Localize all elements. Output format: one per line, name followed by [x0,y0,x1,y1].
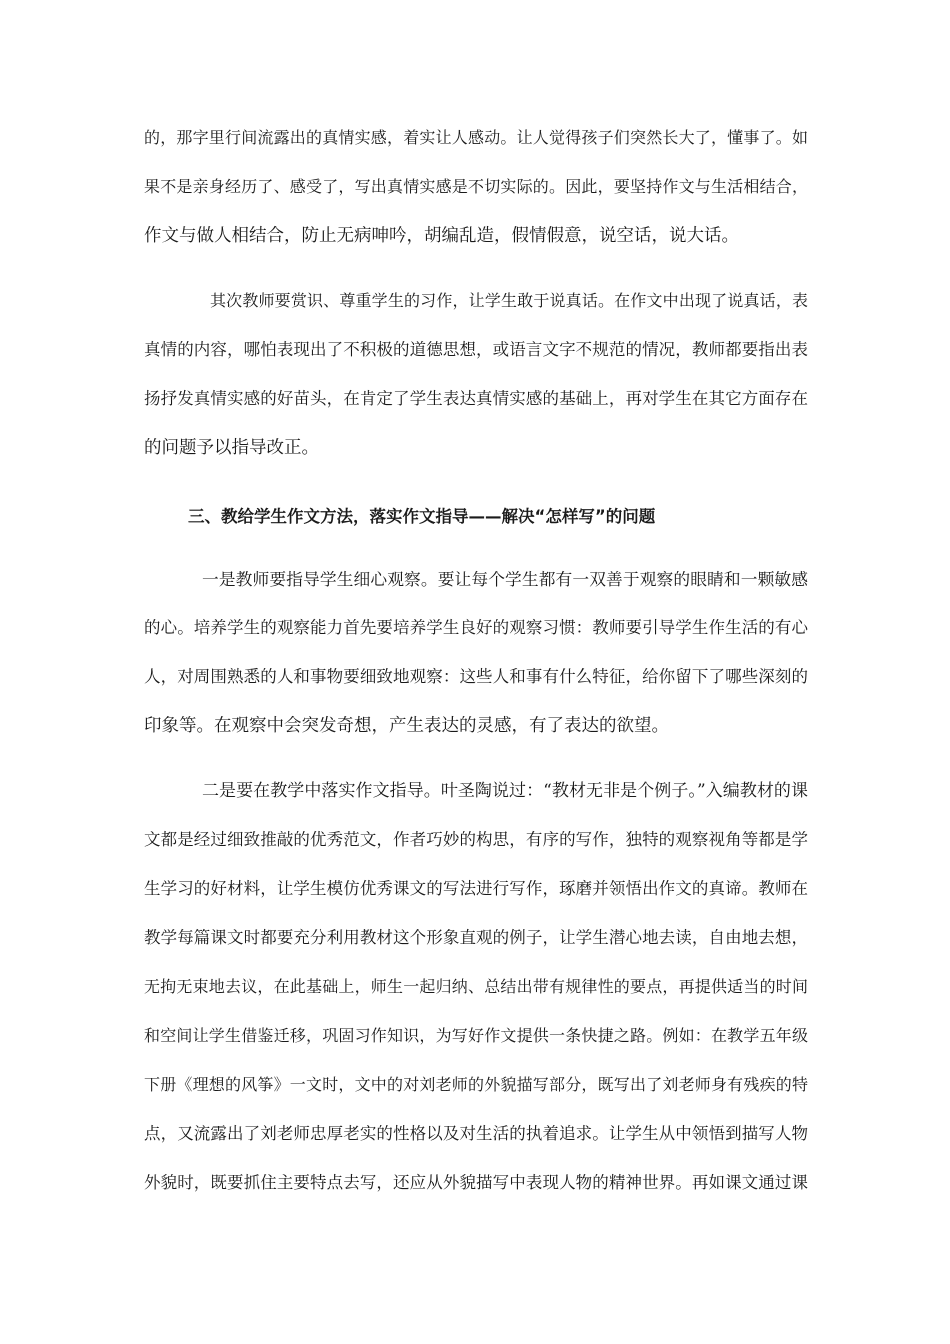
paragraph-line: 下册《理想的风筝》一文时，文中的对刘老师的外貌描写部分，既写出了刘老师身有残疾的特 [144,1075,808,1094]
paragraph-line: 一是教师要指导学生细心观察。要让每个学生都有一双善于观察的眼睛和一颗敏感 [202,569,808,589]
section-heading: 三、教给学生作文方法，落实作文指导——解决“怎样写”的问题 [188,507,656,526]
paragraph-line: 点，又流露出了刘老师忠厚老实的性格以及对生活的执着追求。让学生从中领悟到描写人物 [144,1124,808,1143]
paragraph-2 [144,287,808,483]
paragraph-3 [144,565,808,761]
paragraph-line: 和空间让学生借鉴迁移，巩固习作知识，为写好作文提供一条快捷之路。例如：在教学五年级 [144,1026,808,1045]
paragraph-line: 文都是经过细致推敲的优秀范文，作者巧妙的构思，有序的写作，独特的观察视角等都是学 [144,830,808,849]
paragraph-line: 的问题予以指导改正。 [144,438,319,458]
paragraph-line: 的，那字里行间流露出的真情实感，着实让人感动。让人觉得孩子们突然长大了，懂事了。如 [144,128,808,147]
paragraph-line: 二是要在教学中落实作文指导。叶圣陶说过：“教材无非是个例子。”入编教材的课 [202,781,808,801]
paragraph-line: 作文与做人相结合，防止无病呻吟，胡编乱造，假情假意，说空话，说大话。 [144,226,739,246]
paragraph-line: 生学习的好材料，让学生模仿优秀课文的写法进行写作，琢磨并领悟出作文的真谛。教师在 [144,879,808,898]
paragraph-line: 果不是亲身经历了、感受了，写出真情实感是不切实际的。因此，要坚持作文与生活相结合， [144,177,808,196]
paragraph-line: 教学每篇课文时都要充分利用教材这个形象直观的例子，让学生潜心地去读，自由地去想， [144,928,808,947]
paragraph-line: 其次教师要赏识、尊重学生的习作，让学生敢于说真话。在作文中出现了说真话，表 [210,291,808,310]
paragraph-line: 的心。培养学生的观察能力首先要培养学生良好的观察习惯：教师要引导学生作生活的有心 [144,618,808,637]
paragraph-line: 无拘无束地去议，在此基础上，师生一起归纳、总结出带有规律性的要点，再提供适当的时间 [144,977,808,996]
paragraph-line: 人，对周围熟悉的人和事物要细致地观察：这些人和事有什么特征，给你留下了哪些深刻的 [144,667,808,686]
paragraph-line: 扬抒发真情实感的好苗头，在肯定了学生表达真情实感的基础上，再对学生在其它方面存在 [144,389,808,408]
paragraph-4 [144,777,808,1218]
paragraph-line: 真情的内容，哪怕表现出了不积极的道德思想，或语言文字不规范的情况，教师都要指出表 [144,340,808,359]
paragraph-line: 外貌时，既要抓住主要特点去写，还应从外貌描写中表现人物的精神世界。再如课文通过课 [144,1173,808,1192]
paragraph-1 [144,124,808,271]
paragraph-line: 印象等。在观察中会突发奇想，产生表达的灵感，有了表达的欲望。 [144,716,669,736]
